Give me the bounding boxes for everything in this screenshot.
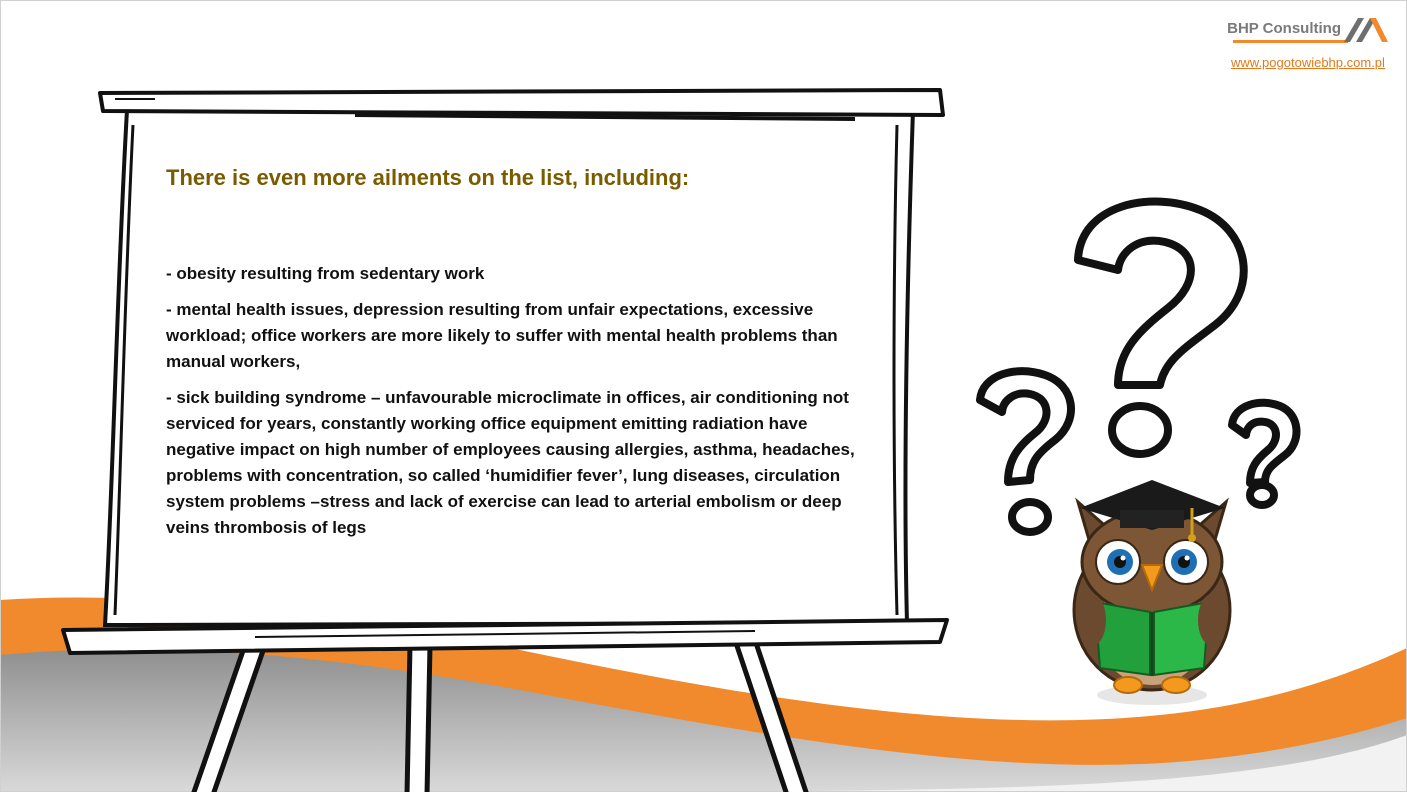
board-heading: There is even more ailments on the list, including:	[166, 165, 690, 190]
brand-underline	[1233, 40, 1348, 43]
bhp-logo-icon	[1342, 16, 1390, 46]
graduate-owl-illustration	[960, 190, 1320, 710]
question-marks-icon	[980, 202, 1296, 532]
board-content	[166, 165, 881, 551]
bullet-obesity: - obesity resulting from sedentary work	[166, 264, 485, 283]
brand-name: BHP Consulting	[1227, 20, 1341, 37]
bullet-sick-building: - sick building syndrome – unfavourable microclimate in offices, air conditioning not serviced for years, constantly working office equipment emitting radiation have negative impact on high number of employees causing allergies, asthma, headaches, problems with concentration, so called ‘humidifier fever’, lung diseases, circulation system problems –stress and lack of exercise can lead to arterial embolism or deep veins thrombosis of legs	[166, 388, 855, 537]
website-link[interactable]: www.pogotowiebhp.com.pl	[1231, 55, 1385, 70]
bullet-mental-health: - mental health issues, depression resulting from unfair expectations, excessive workload; office workers are more likely to suffer with mental health problems than manual workers,	[166, 300, 838, 371]
